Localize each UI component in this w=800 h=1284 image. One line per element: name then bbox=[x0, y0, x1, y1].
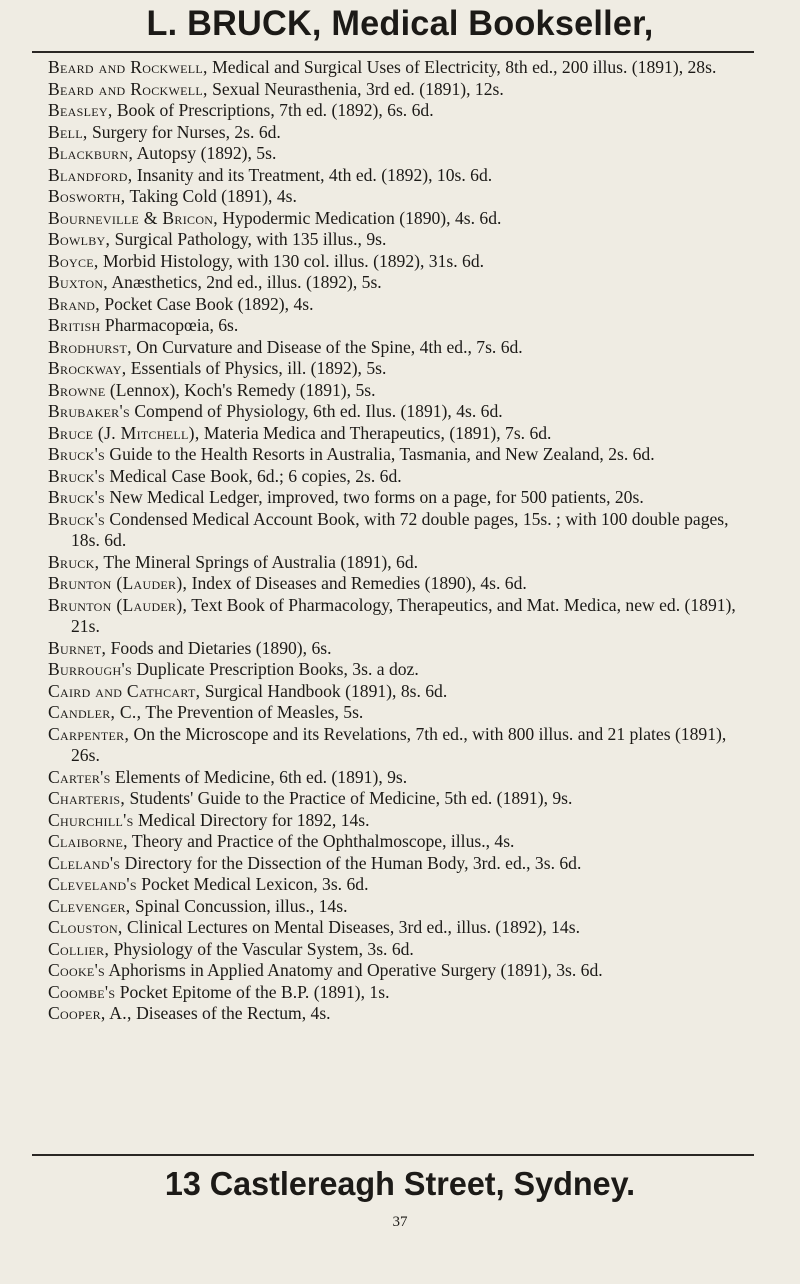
book-entry bbox=[48, 294, 748, 316]
entry-description: Pocket Epitome of the B.P. (1891), 1s. bbox=[115, 981, 390, 1002]
entry-description: Autopsy (1892), 5s. bbox=[133, 143, 277, 163]
book-entry bbox=[48, 917, 748, 939]
entry-author: Bowlby, bbox=[48, 229, 111, 249]
entry-description: The Prevention of Measles, 5s. bbox=[141, 702, 364, 722]
entry-description: Condensed Medical Account Book, with 72 double pages, 15s. ; with 100 double pages, 18s. 6d. bbox=[71, 508, 729, 550]
entry-description: Medical Directory for 1892, 14s. bbox=[133, 809, 370, 830]
entry-author: Boyce, bbox=[48, 250, 99, 271]
entry-author: Candler, C., bbox=[48, 702, 142, 722]
book-entry bbox=[48, 380, 748, 402]
entry-description: Surgical Pathology, with 135 illus., 9s. bbox=[110, 229, 387, 249]
book-entry bbox=[48, 982, 748, 1004]
book-entry bbox=[48, 939, 748, 961]
entry-description: Aphorisms in Applied Anatomy and Operative Surgery (1891), 3s. 6d. bbox=[105, 960, 603, 980]
book-entry bbox=[48, 229, 748, 251]
entry-author: Collier, bbox=[48, 938, 110, 959]
entry-description: Medical and Surgical Uses of Electricity, 8th ed., 200 illus. (1891), 28s. bbox=[207, 57, 717, 77]
entry-author: Brubaker's bbox=[48, 401, 130, 421]
entry-author: Bruck's bbox=[48, 508, 106, 529]
entry-description: Essentials of Physics, ill. (1892), 5s. bbox=[126, 358, 387, 378]
header-rule bbox=[32, 51, 754, 53]
entry-author: Cleland's bbox=[48, 852, 121, 873]
entry-description: Students' Guide to the Practice of Medicine, 5th ed. (1891), 9s. bbox=[125, 788, 573, 808]
entry-author: Carpenter, bbox=[48, 723, 130, 744]
book-entry bbox=[48, 251, 748, 273]
page-number: 37 bbox=[392, 1214, 408, 1230]
entry-description: The Mineral Springs of Australia (1891), 6d. bbox=[99, 551, 419, 572]
book-entry bbox=[48, 358, 748, 380]
book-entry bbox=[48, 122, 748, 144]
book-entry bbox=[48, 57, 748, 79]
book-entry bbox=[48, 272, 748, 294]
entry-author: Buxton, bbox=[48, 272, 109, 292]
book-entry bbox=[48, 444, 748, 466]
book-entry bbox=[48, 487, 748, 509]
entry-author: Clevenger, bbox=[48, 895, 131, 916]
entry-description: Compend of Physiology, 6th ed. Ilus. (1891), 4s. 6d. bbox=[129, 401, 503, 421]
book-entry bbox=[48, 702, 748, 724]
entry-author: Beasley, bbox=[48, 100, 113, 120]
entry-description: Anæsthetics, 2nd ed., illus. (1892), 5s. bbox=[108, 272, 382, 292]
entry-description: Elements of Medicine, 6th ed. (1891), 9s. bbox=[110, 766, 408, 787]
entry-description: Physiology of the Vascular System, 3s. 6d. bbox=[109, 938, 414, 959]
book-entry bbox=[48, 509, 748, 552]
book-entry bbox=[48, 466, 748, 488]
entry-author: Clouston, bbox=[48, 917, 123, 937]
entry-author: Burrough's bbox=[48, 659, 132, 679]
book-entry bbox=[48, 681, 748, 703]
entry-description: New Medical Ledger, improved, two forms on a page, for 500 patients, 20s. bbox=[105, 487, 644, 507]
book-entry bbox=[48, 100, 748, 122]
entry-description: Theory and Practice of the Ophthalmoscope, illus., 4s. bbox=[127, 831, 515, 851]
entry-description: Pharmacopœia, 6s. bbox=[100, 315, 239, 335]
book-entry bbox=[48, 573, 748, 595]
entry-author: British bbox=[48, 315, 101, 335]
entry-author: Churchill's bbox=[48, 809, 134, 830]
page-header-title: L. BRUCK, Medical Bookseller, bbox=[146, 4, 654, 43]
entry-author: Bruck's bbox=[48, 465, 106, 486]
entry-author: Bruck's bbox=[48, 444, 106, 464]
book-entry bbox=[48, 337, 748, 359]
entry-author: Bourneville & Bricon, bbox=[48, 207, 218, 228]
book-entry bbox=[48, 831, 748, 853]
book-entry bbox=[48, 960, 748, 982]
entry-description: On the Microscope and its Revelations, 7th ed., with 800 illus. and 21 plates (1891), 26s. bbox=[71, 723, 727, 765]
book-entry bbox=[48, 552, 748, 574]
entry-description: Index of Diseases and Remedies (1890), 4s. 6d. bbox=[187, 573, 527, 593]
entry-author: Bosworth, bbox=[48, 186, 126, 206]
entry-description: Spinal Concussion, illus., 14s. bbox=[130, 895, 348, 916]
book-entry bbox=[48, 1003, 748, 1025]
entry-description: Medical Case Book, 6d.; 6 copies, 2s. 6d. bbox=[105, 465, 402, 486]
book-entry bbox=[48, 208, 748, 230]
entry-description: Diseases of the Rectum, 4s. bbox=[131, 1003, 331, 1023]
book-entry bbox=[48, 853, 748, 875]
entry-author: Bruck's bbox=[48, 487, 106, 507]
entry-author: Claiborne, bbox=[48, 831, 128, 851]
entry-author: Beard and Rockwell, bbox=[48, 78, 208, 99]
entry-author: Browne bbox=[48, 379, 106, 400]
entry-description: Text Book of Pharmacology, Therapeutics, and Mat. Medica, new ed. (1891), 21s. bbox=[71, 594, 736, 636]
entry-description: Duplicate Prescription Books, 3s. a doz. bbox=[131, 659, 419, 679]
entry-author: Carter's bbox=[48, 766, 111, 787]
entry-author: Bell, bbox=[48, 121, 88, 142]
book-entry bbox=[48, 423, 748, 445]
footer-address: 13 Castlereagh Street, Sydney. bbox=[164, 1165, 636, 1202]
entry-description: Guide to the Health Resorts in Australia, Tasmania, and New Zealand, 2s. 6d. bbox=[105, 444, 655, 464]
entry-description: Taking Cold (1891), 4s. bbox=[125, 186, 297, 206]
entry-author: Cleveland's bbox=[48, 874, 137, 894]
entry-description: (Lennox), Koch's Remedy (1891), 5s. bbox=[105, 379, 376, 400]
entry-description: Hypodermic Medication (1890), 4s. 6d. bbox=[217, 207, 502, 228]
entry-description: Materia Medica and Therapeutics, (1891), 7s. 6d. bbox=[199, 422, 552, 443]
entry-author: Caird and Cathcart, bbox=[48, 680, 201, 701]
entry-author: Bruck, bbox=[48, 551, 100, 572]
book-entry bbox=[48, 788, 748, 810]
entry-description: Directory for the Dissection of the Human Body, 3rd. ed., 3s. 6d. bbox=[120, 852, 582, 873]
book-entry bbox=[48, 79, 748, 101]
book-entry bbox=[48, 165, 748, 187]
entry-author: Brodhurst, bbox=[48, 336, 132, 357]
book-entry bbox=[48, 315, 748, 337]
entry-description: Morbid Histology, with 130 col. illus. (1892), 31s. 6d. bbox=[98, 250, 485, 271]
entry-description: Pocket Case Book (1892), 4s. bbox=[99, 293, 314, 314]
entry-author: Bruce (J. Mitchell), bbox=[48, 422, 200, 443]
entry-description: Surgery for Nurses, 2s. 6d. bbox=[87, 121, 281, 142]
entry-author: Brunton (Lauder), bbox=[48, 573, 188, 593]
entry-description: Pocket Medical Lexicon, 3s. 6d. bbox=[136, 874, 369, 894]
entry-author: Coombe's bbox=[48, 981, 116, 1002]
book-entry bbox=[48, 767, 748, 789]
entry-author: Beard and Rockwell, bbox=[48, 57, 208, 77]
book-entry bbox=[48, 874, 748, 896]
book-entry bbox=[48, 638, 748, 660]
book-entry bbox=[48, 401, 748, 423]
entry-description: Insanity and its Treatment, 4th ed. (1892), 10s. 6d. bbox=[132, 164, 493, 185]
entry-description: Sexual Neurasthenia, 3rd ed. (1891), 12s. bbox=[207, 78, 504, 99]
footer-rule bbox=[32, 1154, 754, 1156]
book-entry bbox=[48, 724, 748, 767]
entry-author: Blackburn, bbox=[48, 143, 134, 163]
book-entry bbox=[48, 186, 748, 208]
entry-description: Book of Prescriptions, 7th ed. (1892), 6s. 6d. bbox=[112, 100, 434, 120]
book-entry bbox=[48, 810, 748, 832]
entry-description: Foods and Dietaries (1890), 6s. bbox=[106, 637, 332, 658]
entry-author: Charteris, bbox=[48, 788, 126, 808]
entry-author: Cooper, A., bbox=[48, 1003, 132, 1023]
book-list bbox=[48, 57, 748, 1025]
entry-author: Cooke's bbox=[48, 960, 106, 980]
entry-author: Brand, bbox=[48, 293, 100, 314]
entry-description: Clinical Lectures on Mental Diseases, 3rd ed., illus. (1892), 14s. bbox=[122, 917, 580, 937]
entry-author: Brockway, bbox=[48, 358, 127, 378]
entry-author: Burnet, bbox=[48, 637, 107, 658]
entry-author: Blandford, bbox=[48, 164, 133, 185]
book-entry bbox=[48, 143, 748, 165]
book-entry bbox=[48, 595, 748, 638]
entry-author: Brunton (Lauder), bbox=[48, 594, 188, 615]
entry-description: Surgical Handbook (1891), 8s. 6d. bbox=[200, 680, 448, 701]
book-entry bbox=[48, 896, 748, 918]
entry-description: On Curvature and Disease of the Spine, 4th ed., 7s. 6d. bbox=[131, 336, 523, 357]
book-entry bbox=[48, 659, 748, 681]
